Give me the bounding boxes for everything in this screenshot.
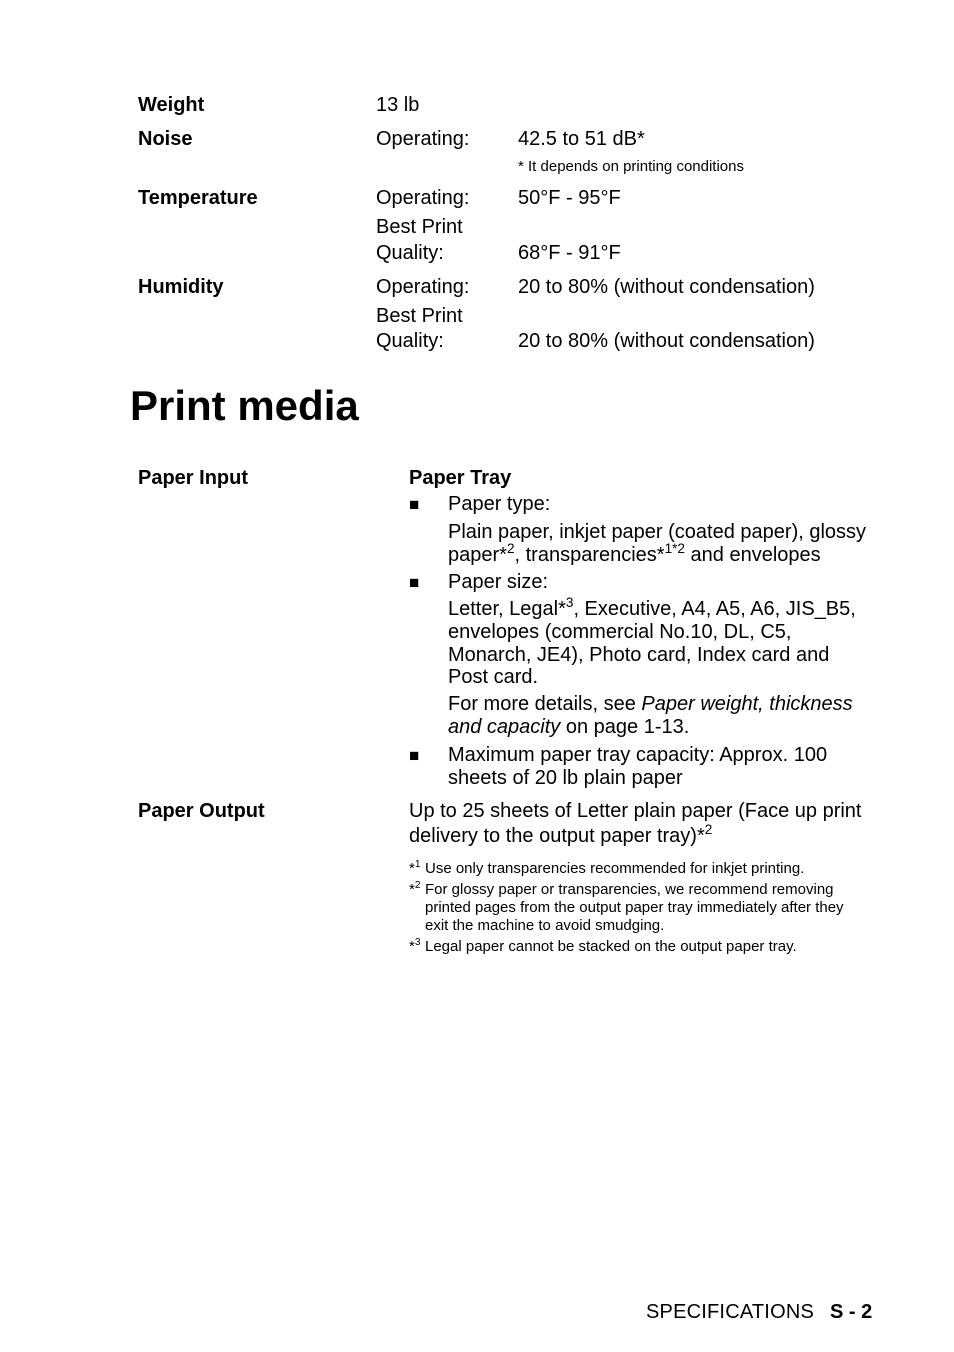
- paper-size-title: Paper size:: [448, 571, 549, 593]
- footnote-mark: *$^3$: [409, 936, 421, 955]
- temperature-operating-value: 50°F - 95°F: [518, 187, 621, 209]
- noise-operating-label: Operating:: [376, 128, 470, 150]
- weight-value: 13 lb: [376, 94, 420, 116]
- capacity-line-1: Maximum paper tray capacity: Approx. 100: [448, 744, 828, 766]
- noise-note: * It depends on printing conditions: [518, 158, 744, 175]
- paper-input-label: Paper Input: [138, 467, 249, 489]
- footnote-text: Legal paper cannot be stacked on the output paper tray.: [425, 938, 797, 955]
- paper-type-line-2: paper*$^2$, transparencies*$^{1*2}$ and envelopes: [448, 540, 821, 566]
- paper-size-details-line-1: For more details, see Paper weight, thickness: [448, 693, 853, 715]
- footer-page-number: S - 2: [830, 1301, 873, 1323]
- humidity-best-label-1: Best Print: [376, 305, 463, 327]
- footnote-mark: *$^2$: [409, 879, 421, 898]
- paper-size-details-line-2: and capacity on page 1-13.: [448, 716, 690, 738]
- bullet-icon: ■: [409, 573, 420, 592]
- footnote-text: exit the machine to avoid smudging.: [425, 917, 665, 934]
- temperature-label: Temperature: [138, 187, 258, 209]
- section-heading: Print media: [130, 382, 359, 429]
- paper-tray-heading: Paper Tray: [409, 467, 512, 489]
- paper-type-line-1: Plain paper, inkjet paper (coated paper), glossy: [448, 521, 867, 543]
- bullet-icon: ■: [409, 495, 420, 514]
- paper-size-line-2: envelopes (commercial No.10, DL, C5,: [448, 621, 792, 643]
- paper-size-line-3: Monarch, JE4), Photo card, Index card and: [448, 644, 830, 666]
- paper-output-label: Paper Output: [138, 800, 265, 822]
- humidity-operating-label: Operating:: [376, 276, 470, 298]
- temperature-best-value: 68°F - 91°F: [518, 242, 621, 264]
- humidity-best-value: 20 to 80% (without condensation): [518, 330, 815, 352]
- temperature-operating-label: Operating:: [376, 187, 470, 209]
- noise-label: Noise: [138, 128, 193, 150]
- footnote-text: printed pages from the output paper tray immediately after they: [425, 899, 844, 916]
- weight-label: Weight: [138, 94, 205, 116]
- humidity-operating-value: 20 to 80% (without condensation): [518, 276, 815, 298]
- footnote-mark: *$^1$: [409, 858, 421, 877]
- noise-operating-value: 42.5 to 51 dB*: [518, 128, 645, 150]
- footer-section-title: SPECIFICATIONS: [646, 1301, 815, 1323]
- paper-size-line-1: Letter, Legal*$^3$, Executive, A4, A5, A6, JIS_B5,: [448, 594, 856, 620]
- bullet-icon: ■: [409, 746, 420, 765]
- paper-size-line-4: Post card.: [448, 666, 539, 688]
- footnote-text: For glossy paper or transparencies, we recommend removing: [425, 881, 834, 898]
- temperature-best-label-1: Best Print: [376, 216, 463, 238]
- paper-output-line-2: delivery to the output paper tray)*$^2$: [409, 821, 713, 847]
- paper-type-title: Paper type:: [448, 493, 551, 515]
- footnote-text: Use only transparencies recommended for inkjet printing.: [425, 860, 805, 877]
- capacity-line-2: sheets of 20 lb plain paper: [448, 767, 683, 789]
- humidity-label: Humidity: [138, 276, 224, 298]
- humidity-best-label-2: Quality:: [376, 330, 444, 352]
- temperature-best-label-2: Quality:: [376, 242, 444, 264]
- paper-output-line-1: Up to 25 sheets of Letter plain paper (Face up print: [409, 800, 862, 822]
- page-footer: [646, 1301, 872, 1324]
